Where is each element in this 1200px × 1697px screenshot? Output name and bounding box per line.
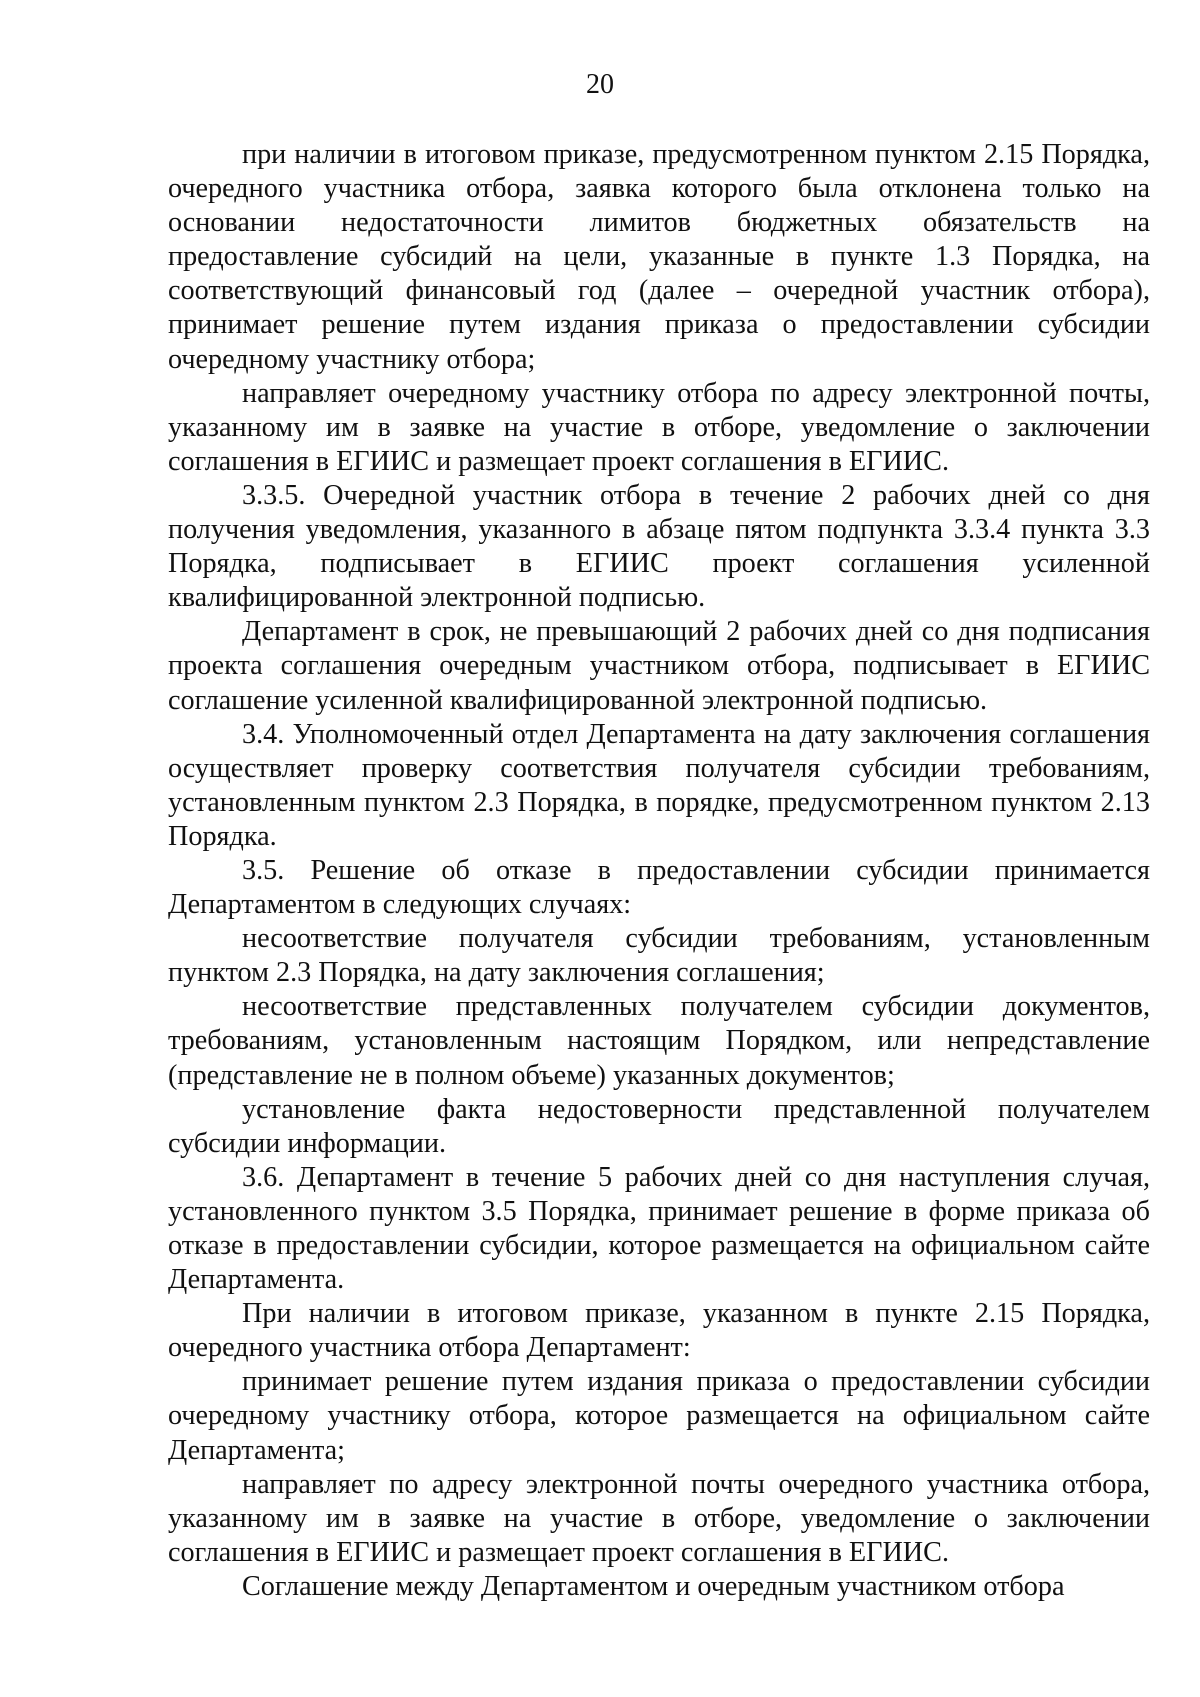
- document-body: [168, 138, 1150, 1604]
- paragraph-3-6: 3.6. Департамент в течение 5 рабочих дней со дня наступления случая, установленного пунктом 3.5 Порядка, принимает решение в форме приказа об отказе в предоставлении субсидии, которое размещается на официальном сайте Департамента.: [168, 1161, 1150, 1296]
- paragraph-send-notification: направляет очередному участнику отбора по адресу электронной почты, указанному им в заявке на участие в отборе, уведомление о заключении соглашения в ЕГИИС и размещает проект соглашения в ЕГИИС.: [168, 377, 1150, 477]
- paragraph-3-4: 3.4. Уполномоченный отдел Департамента на дату заключения соглашения осуществляет проверку соответствия получателя субсидии требованиям, установленным пунктом 2.3 Порядка, в порядке, предусмотренном пунктом 2.13 Порядка.: [168, 718, 1150, 852]
- paragraph-refusal-case-3: установление факта недостоверности представленной получателем субсидии информации.: [168, 1093, 1150, 1159]
- paragraph-final-order: При наличии в итоговом приказе, указанном в пункте 2.15 Порядка, очередного участника отбора Департамент:: [168, 1298, 1150, 1364]
- paragraph-refusal-case-2: несоответствие представленных получателем субсидии документов, требованиям, установленным настоящим Порядком, или непредставление (представление не в полном объеме) указанных документов;: [168, 991, 1150, 1091]
- paragraph-accepts-decision: принимает решение путем издания приказа о предоставлении субсидии очередному участнику отбора, которое размещается на официальном сайте Департамента;: [168, 1366, 1150, 1466]
- paragraph-decision-order: при наличии в итоговом приказе, предусмотренном пунктом 2.15 Порядка, очередного участника отбора, заявка которого была отклонена только на основании недостаточности лимитов бюджетных обязательств на предоставление субсидий на цели, указанные в пункте 1.3 Порядка, на соответствующий финансовый год (далее – очередной участник отбора), принимает решение путем издания приказа о предоставлении субсидии очередному участнику отбора;: [168, 139, 1150, 375]
- paragraph-sends-email: направляет по адресу электронной почты очередного участника отбора, указанному им в заявке на участие в отборе, уведомление о заключении соглашения в ЕГИИС и размещает проект соглашения в ЕГИИС.: [168, 1468, 1150, 1568]
- paragraph-refusal-case-1: несоответствие получателя субсидии требованиям, установленным пунктом 2.3 Порядка, на дату заключения соглашения;: [168, 923, 1150, 989]
- paragraph-3-5: 3.5. Решение об отказе в предоставлении субсидии принимается Департаментом в следующих случаях:: [168, 854, 1150, 921]
- paragraph-department-signs: Департамент в срок, не превышающий 2 рабочих дней со дня подписания проекта соглашения очередным участником отбора, подписывает в ЕГИИС соглашение усиленной квалифицированной электронной подписью.: [168, 616, 1150, 716]
- paragraph-agreement: Соглашение между Департаментом и очередным участником отбора: [242, 1570, 1065, 1602]
- page-number: 20: [586, 69, 614, 100]
- paragraph-3-3-5: 3.3.5. Очередной участник отбора в течение 2 рабочих дней со дня получения уведомления, указанного в абзаце пятом подпункта 3.3.4 пункта 3.3 Порядка, подписывает в ЕГИИС проект соглашения усиленной квалифицированной электронной подписью.: [168, 479, 1150, 614]
